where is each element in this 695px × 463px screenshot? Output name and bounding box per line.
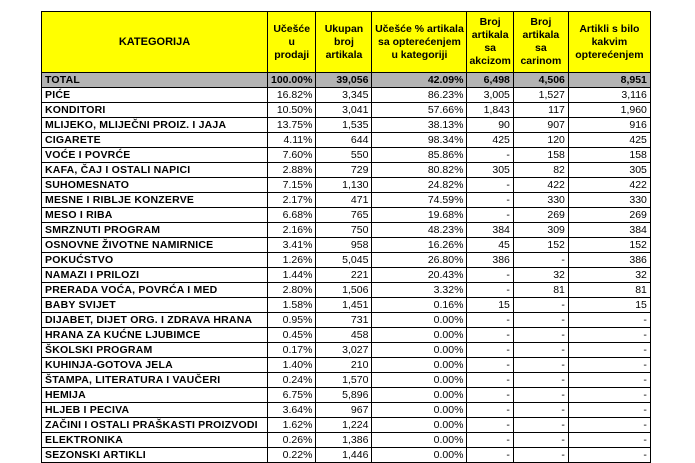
table-row [42, 238, 651, 253]
cell-any-burden-items: 15 [568, 298, 650, 313]
cell-category: KONDITORI [42, 103, 268, 118]
cell-category: KAFA, ČAJ I OSTALI NAPICI [42, 163, 268, 178]
table-row [42, 268, 651, 283]
cell-customs-items: 1,527 [513, 88, 568, 103]
cell-excise-items: - [467, 178, 513, 193]
table-row [42, 418, 651, 433]
cell-any-burden-items: - [568, 403, 650, 418]
cell-customs-items: - [513, 388, 568, 403]
cell-category: SEZONSKI ARTIKLI [42, 448, 268, 463]
cell-customs-items: 81 [513, 283, 568, 298]
cell-sales-share: 6.75% [268, 388, 316, 403]
cell-total-items: 750 [316, 223, 372, 238]
table-row [42, 208, 651, 223]
cell-customs-items: - [513, 358, 568, 373]
cell-total-items: 1,386 [316, 433, 372, 448]
cell-category: OSNOVNE ŽIVOTNE NAMIRNICE [42, 238, 268, 253]
cell-burdened-share: 0.00% [372, 448, 467, 463]
cell-sales-share: 2.88% [268, 163, 316, 178]
cell-sales-share: 2.17% [268, 193, 316, 208]
cell-total-items: 1,451 [316, 298, 372, 313]
cell-category: BABY SVIJET [42, 298, 268, 313]
cell-sales-share: 1.44% [268, 268, 316, 283]
cell-sales-share: 1.58% [268, 298, 316, 313]
header-excise-items: Broj artikala sa akcizom [467, 12, 513, 73]
cell-customs-items: - [513, 313, 568, 328]
cell-category: MESO I RIBA [42, 208, 268, 223]
cell-burdened-share: 0.00% [372, 403, 467, 418]
cell-burdened-share: 0.00% [372, 388, 467, 403]
cell-burdened-share: 0.00% [372, 418, 467, 433]
cell-any-burden-items: 8,951 [568, 73, 650, 88]
cell-category: POKUĆSTVO [42, 253, 268, 268]
cell-excise-items: - [467, 313, 513, 328]
cell-sales-share: 2.80% [268, 283, 316, 298]
cell-burdened-share: 26.80% [372, 253, 467, 268]
cell-excise-items: 1,843 [467, 103, 513, 118]
cell-any-burden-items: - [568, 448, 650, 463]
table-row [42, 178, 651, 193]
cell-total-items: 958 [316, 238, 372, 253]
cell-category: HRANA ZA KUĆNE LJUBIMCE [42, 328, 268, 343]
table-row [42, 448, 651, 463]
cell-sales-share: 7.60% [268, 148, 316, 163]
table-row [42, 373, 651, 388]
cell-total-items: 644 [316, 133, 372, 148]
cell-sales-share: 16.82% [268, 88, 316, 103]
cell-burdened-share: 48.23% [372, 223, 467, 238]
table-row [42, 313, 651, 328]
cell-total-items: 3,041 [316, 103, 372, 118]
cell-any-burden-items: 158 [568, 148, 650, 163]
cell-sales-share: 10.50% [268, 103, 316, 118]
cell-any-burden-items: - [568, 328, 650, 343]
cell-excise-items: - [467, 448, 513, 463]
cell-excise-items: - [467, 433, 513, 448]
cell-burdened-share: 3.32% [372, 283, 467, 298]
cell-total-items: 1,570 [316, 373, 372, 388]
table-row [42, 148, 651, 163]
cell-customs-items: 158 [513, 148, 568, 163]
cell-any-burden-items: 32 [568, 268, 650, 283]
cell-burdened-share: 42.09% [372, 73, 467, 88]
cell-any-burden-items: 305 [568, 163, 650, 178]
table-row [42, 193, 651, 208]
cell-customs-items: 330 [513, 193, 568, 208]
cell-category: ZAČINI I OSTALI PRAŠKASTI PROIZVODI [42, 418, 268, 433]
cell-sales-share: 1.40% [268, 358, 316, 373]
cell-sales-share: 2.16% [268, 223, 316, 238]
cell-burdened-share: 38.13% [372, 118, 467, 133]
cell-category: TOTAL [42, 73, 268, 88]
table-row [42, 103, 651, 118]
cell-customs-items: 120 [513, 133, 568, 148]
cell-burdened-share: 0.00% [372, 313, 467, 328]
cell-category: NAMAZI I PRILOZI [42, 268, 268, 283]
cell-total-items: 550 [316, 148, 372, 163]
table-row [42, 328, 651, 343]
cell-any-burden-items: - [568, 433, 650, 448]
cell-category: VOĆE I POVRĆE [42, 148, 268, 163]
cell-customs-items: 422 [513, 178, 568, 193]
cell-customs-items: - [513, 418, 568, 433]
cell-excise-items: 384 [467, 223, 513, 238]
cell-customs-items: 269 [513, 208, 568, 223]
cell-category: SMRZNUTI PROGRAM [42, 223, 268, 238]
cell-customs-items: 117 [513, 103, 568, 118]
cell-sales-share: 0.17% [268, 343, 316, 358]
cell-excise-items: 425 [467, 133, 513, 148]
total-row [42, 73, 651, 88]
cell-sales-share: 6.68% [268, 208, 316, 223]
table-row [42, 253, 651, 268]
cell-burdened-share: 0.00% [372, 373, 467, 388]
cell-any-burden-items: - [568, 343, 650, 358]
cell-burdened-share: 0.00% [372, 343, 467, 358]
cell-any-burden-items: 269 [568, 208, 650, 223]
cell-any-burden-items: - [568, 388, 650, 403]
cell-category: MESNE I RIBLJE KONZERVE [42, 193, 268, 208]
cell-any-burden-items: 425 [568, 133, 650, 148]
cell-customs-items: - [513, 433, 568, 448]
header-customs-items: Broj artikala sa carinom [513, 12, 568, 73]
cell-burdened-share: 24.82% [372, 178, 467, 193]
cell-excise-items: - [467, 373, 513, 388]
cell-any-burden-items: 81 [568, 283, 650, 298]
cell-excise-items: - [467, 208, 513, 223]
cell-sales-share: 0.24% [268, 373, 316, 388]
cell-excise-items: - [467, 268, 513, 283]
cell-category: PRERADA VOĆA, POVRĆA I MED [42, 283, 268, 298]
cell-total-items: 1,535 [316, 118, 372, 133]
cell-sales-share: 0.22% [268, 448, 316, 463]
cell-any-burden-items: - [568, 313, 650, 328]
cell-burdened-share: 0.00% [372, 328, 467, 343]
cell-any-burden-items: 1,960 [568, 103, 650, 118]
cell-total-items: 221 [316, 268, 372, 283]
cell-excise-items: 305 [467, 163, 513, 178]
cell-category: CIGARETE [42, 133, 268, 148]
cell-total-items: 1,446 [316, 448, 372, 463]
cell-any-burden-items: 330 [568, 193, 650, 208]
cell-customs-items: - [513, 328, 568, 343]
cell-customs-items: - [513, 298, 568, 313]
cell-customs-items: - [513, 448, 568, 463]
cell-excise-items: - [467, 358, 513, 373]
cell-burdened-share: 80.82% [372, 163, 467, 178]
cell-sales-share: 0.45% [268, 328, 316, 343]
cell-total-items: 458 [316, 328, 372, 343]
cell-total-items: 967 [316, 403, 372, 418]
cell-category: HLJEB I PECIVA [42, 403, 268, 418]
category-table [41, 11, 651, 463]
cell-sales-share: 7.15% [268, 178, 316, 193]
cell-total-items: 210 [316, 358, 372, 373]
cell-excise-items: 15 [467, 298, 513, 313]
cell-total-items: 1,506 [316, 283, 372, 298]
cell-burdened-share: 0.00% [372, 358, 467, 373]
table-row [42, 223, 651, 238]
cell-category: ŠTAMPA, LITERATURA I VAUČERI [42, 373, 268, 388]
cell-excise-items: - [467, 328, 513, 343]
cell-sales-share: 4.11% [268, 133, 316, 148]
cell-burdened-share: 85.86% [372, 148, 467, 163]
table-row [42, 358, 651, 373]
table-row [42, 88, 651, 103]
cell-sales-share: 13.75% [268, 118, 316, 133]
table-row [42, 118, 651, 133]
cell-customs-items: 82 [513, 163, 568, 178]
header-total-items: Ukupan broj artikala [316, 12, 372, 73]
cell-category: KUHINJA-GOTOVA JELA [42, 358, 268, 373]
cell-customs-items: 152 [513, 238, 568, 253]
header-row [42, 12, 651, 73]
cell-customs-items: 4,506 [513, 73, 568, 88]
cell-any-burden-items: - [568, 418, 650, 433]
cell-customs-items: - [513, 373, 568, 388]
cell-sales-share: 1.62% [268, 418, 316, 433]
table-row [42, 388, 651, 403]
cell-burdened-share: 19.68% [372, 208, 467, 223]
cell-excise-items: 45 [467, 238, 513, 253]
header-category: KATEGORIJA [42, 12, 268, 73]
cell-sales-share: 0.26% [268, 433, 316, 448]
cell-excise-items: - [467, 283, 513, 298]
cell-excise-items: 6,498 [467, 73, 513, 88]
cell-excise-items: - [467, 193, 513, 208]
cell-total-items: 1,224 [316, 418, 372, 433]
cell-burdened-share: 0.00% [372, 433, 467, 448]
table-row [42, 403, 651, 418]
cell-burdened-share: 98.34% [372, 133, 467, 148]
table-row [42, 298, 651, 313]
cell-category: PIĆE [42, 88, 268, 103]
table-row [42, 133, 651, 148]
header-burdened-share: Učešće % artikala sa opterećenjem u kategoriji [372, 12, 467, 73]
cell-excise-items: - [467, 403, 513, 418]
cell-burdened-share: 0.16% [372, 298, 467, 313]
cell-any-burden-items: 916 [568, 118, 650, 133]
cell-excise-items: - [467, 418, 513, 433]
cell-customs-items: 907 [513, 118, 568, 133]
cell-total-items: 1,130 [316, 178, 372, 193]
cell-sales-share: 3.41% [268, 238, 316, 253]
cell-customs-items: - [513, 403, 568, 418]
table-body [42, 73, 651, 463]
cell-any-burden-items: - [568, 358, 650, 373]
cell-burdened-share: 20.43% [372, 268, 467, 283]
cell-excise-items: - [467, 343, 513, 358]
cell-total-items: 731 [316, 313, 372, 328]
cell-any-burden-items: 422 [568, 178, 650, 193]
cell-sales-share: 3.64% [268, 403, 316, 418]
cell-total-items: 5,045 [316, 253, 372, 268]
cell-total-items: 5,896 [316, 388, 372, 403]
cell-burdened-share: 16.26% [372, 238, 467, 253]
cell-any-burden-items: - [568, 373, 650, 388]
cell-category: DIJABET, DIJET ORG. I ZDRAVA HRANA [42, 313, 268, 328]
cell-excise-items: 386 [467, 253, 513, 268]
document-page [41, 11, 651, 463]
cell-customs-items: 32 [513, 268, 568, 283]
cell-total-items: 471 [316, 193, 372, 208]
table-row [42, 433, 651, 448]
cell-total-items: 39,056 [316, 73, 372, 88]
cell-excise-items: 3,005 [467, 88, 513, 103]
table-row [42, 343, 651, 358]
cell-customs-items: - [513, 343, 568, 358]
cell-category: ELEKTRONIKA [42, 433, 268, 448]
cell-customs-items: 309 [513, 223, 568, 238]
cell-excise-items: 90 [467, 118, 513, 133]
cell-any-burden-items: 3,116 [568, 88, 650, 103]
cell-customs-items: - [513, 253, 568, 268]
cell-total-items: 3,027 [316, 343, 372, 358]
cell-sales-share: 1.26% [268, 253, 316, 268]
cell-any-burden-items: 384 [568, 223, 650, 238]
cell-category: ŠKOLSKI PROGRAM [42, 343, 268, 358]
cell-any-burden-items: 386 [568, 253, 650, 268]
table-row [42, 163, 651, 178]
cell-category: MLIJEKO, MLIJEČNI PROIZ. I JAJA [42, 118, 268, 133]
header-any-burden-items: Artikli s bilo kakvim opterećenjem [568, 12, 650, 73]
table-row [42, 283, 651, 298]
cell-total-items: 765 [316, 208, 372, 223]
cell-excise-items: - [467, 388, 513, 403]
cell-category: SUHOMESNATO [42, 178, 268, 193]
cell-burdened-share: 74.59% [372, 193, 467, 208]
cell-category: HEMIJA [42, 388, 268, 403]
cell-any-burden-items: 152 [568, 238, 650, 253]
cell-excise-items: - [467, 148, 513, 163]
cell-sales-share: 100.00% [268, 73, 316, 88]
cell-total-items: 3,345 [316, 88, 372, 103]
cell-burdened-share: 57.66% [372, 103, 467, 118]
cell-total-items: 729 [316, 163, 372, 178]
header-sales-share: Učešće u prodaji [268, 12, 316, 73]
cell-burdened-share: 86.23% [372, 88, 467, 103]
cell-sales-share: 0.95% [268, 313, 316, 328]
